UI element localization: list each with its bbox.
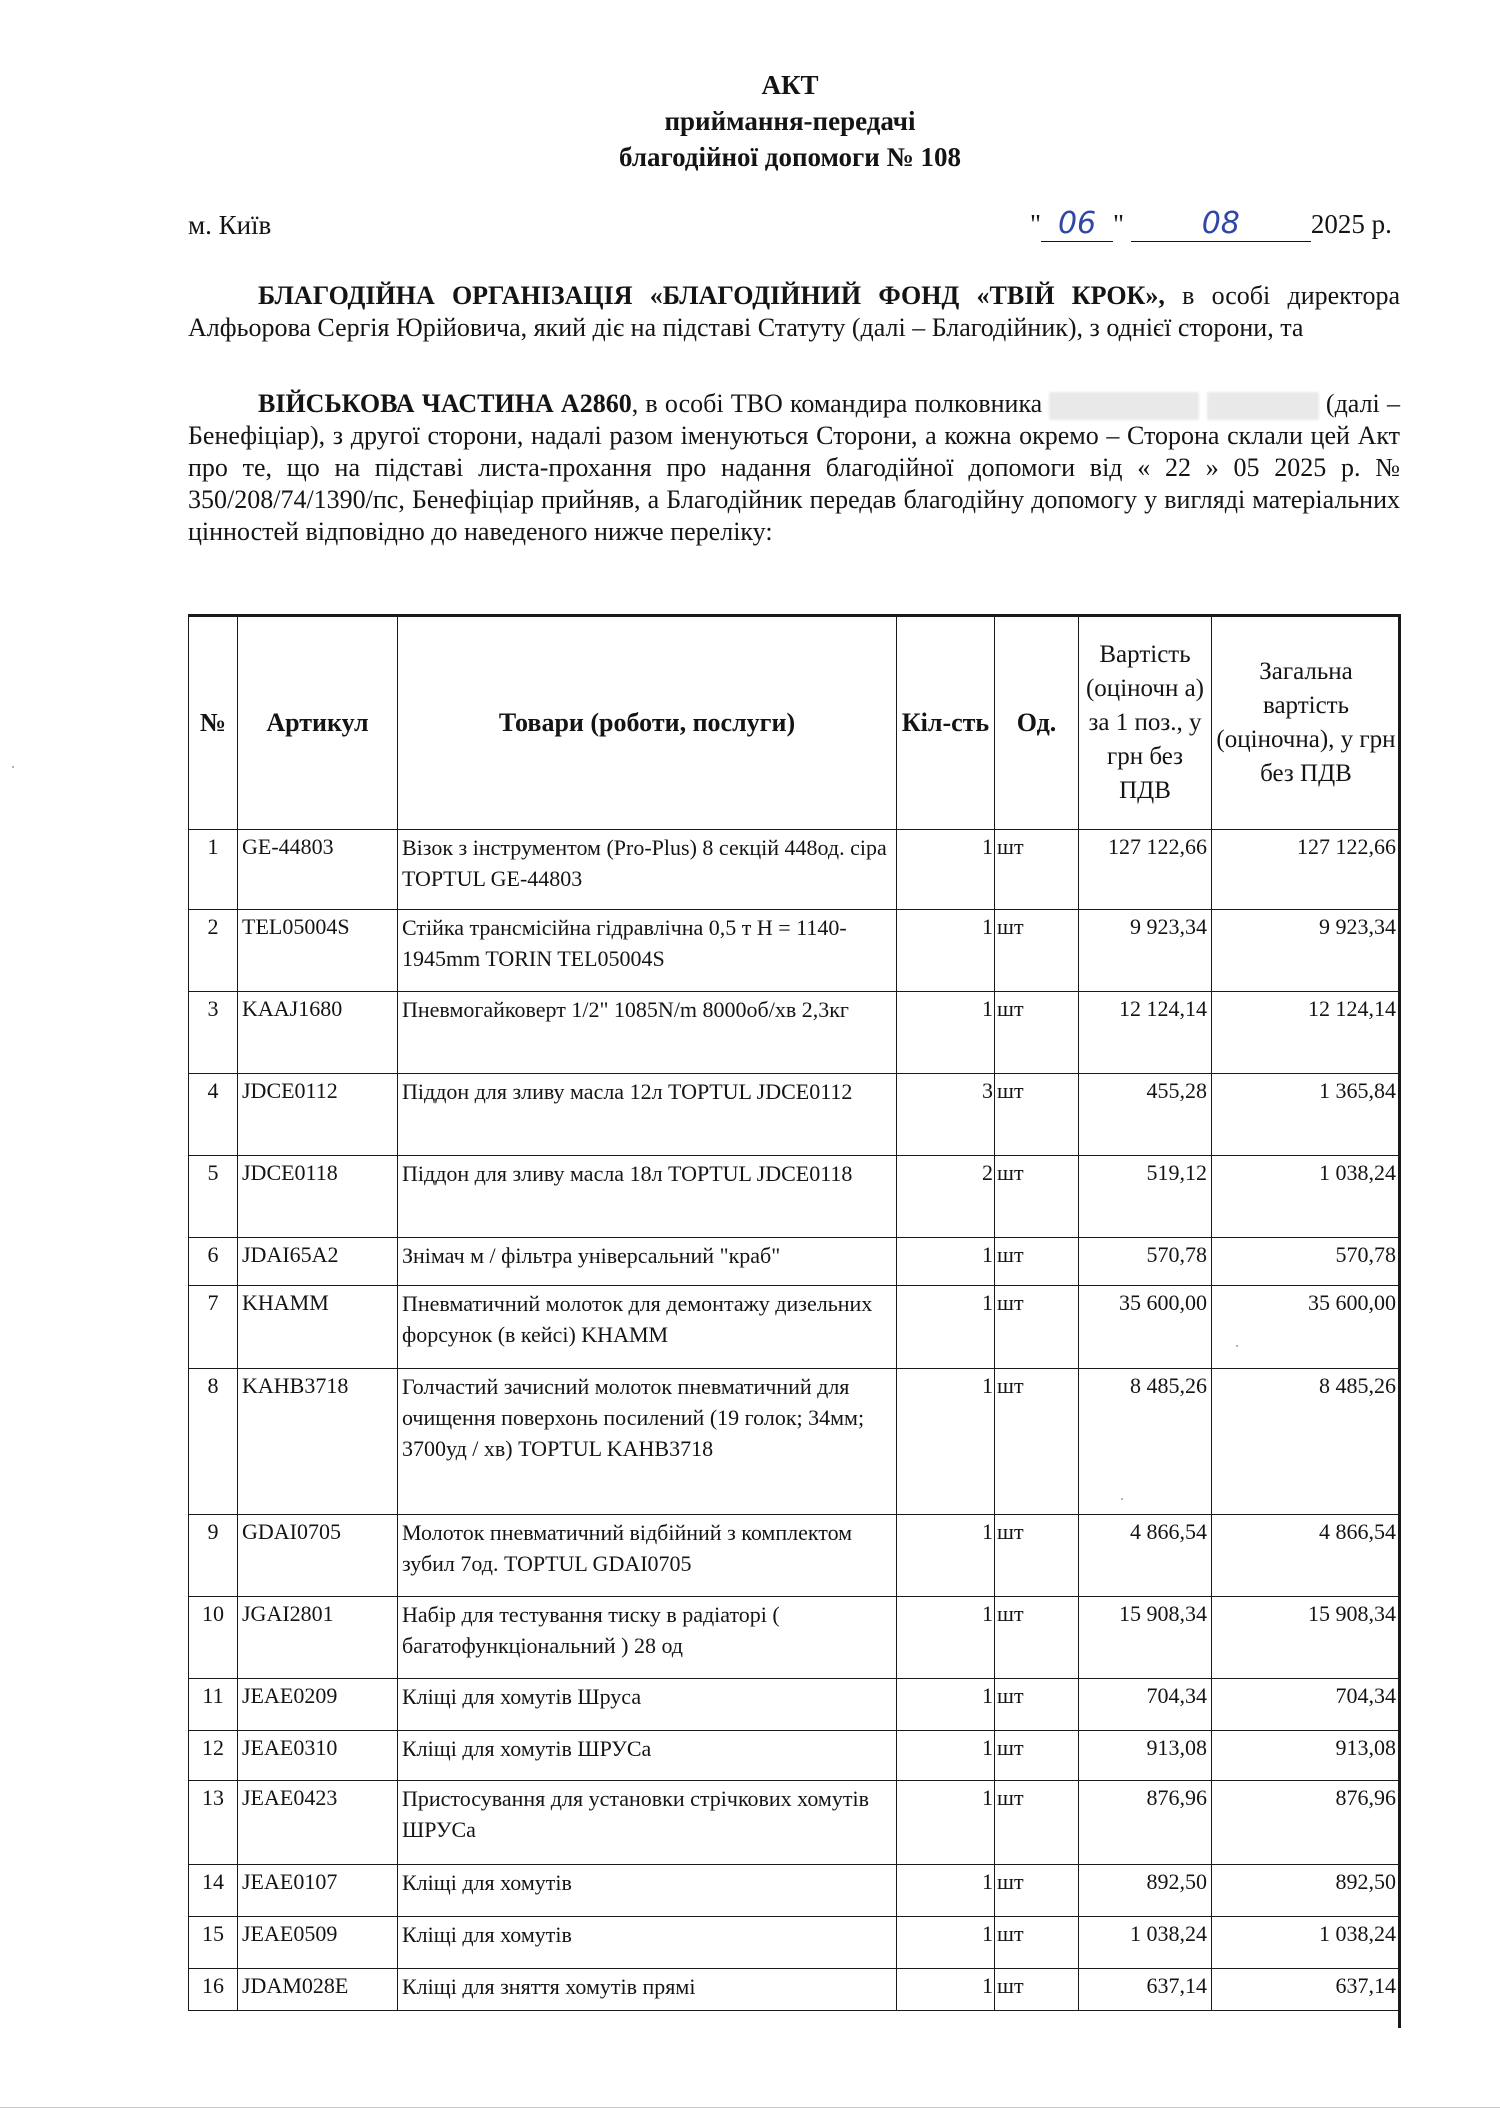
cell-no: 16 xyxy=(189,1969,238,2011)
cell-qty: 1 xyxy=(897,1679,995,1731)
doc-title: АКТ xyxy=(761,70,819,100)
cell-name: Стійка трансмісійна гідравлічна 0,5 т H = 1140-1945mm TORIN TEL05004S xyxy=(398,910,897,992)
cell-price: 876,96 xyxy=(1079,1781,1212,1865)
cell-article: KAHB3718 xyxy=(238,1369,398,1515)
cell-article: JDAM028E xyxy=(238,1969,398,2011)
table-row xyxy=(189,910,1401,992)
table-row xyxy=(189,1074,1401,1156)
cell-name: Голчастий зачисний молоток пневматичний для очищення поверхонь посилений (19 голок; 34мм; 3700уд / хв) TOPTUL KAHB3718 xyxy=(398,1369,897,1515)
cell-unit: шт xyxy=(995,1156,1079,1238)
cell-total: 4 866,54 xyxy=(1212,1515,1401,1597)
date-line xyxy=(1030,206,1392,242)
cell-article: JEAE0310 xyxy=(238,1731,398,1781)
cell-name: Кліщі для хомутів Шруса xyxy=(398,1679,897,1731)
cell-price: 455,28 xyxy=(1079,1074,1212,1156)
cell-no: 7 xyxy=(189,1286,238,1369)
cell-price: 704,34 xyxy=(1079,1679,1212,1731)
cell-no: 10 xyxy=(189,1597,238,1679)
table-row xyxy=(189,1969,1401,2011)
table-row xyxy=(189,1865,1401,1917)
col-header-qty: Кіл-сть xyxy=(897,616,995,830)
date-close-quote: " xyxy=(1113,209,1125,239)
cell-unit: шт xyxy=(995,1074,1079,1156)
table-row xyxy=(189,1679,1401,1731)
table-row xyxy=(189,1917,1401,1969)
paragraph-beneficiary xyxy=(188,388,1400,548)
cell-price: 1 038,24 xyxy=(1079,1917,1212,1969)
col-header-total: Загальна вартість (оціночна), у грн без ПДВ xyxy=(1212,616,1401,830)
cell-name: Пневмогайковерт 1/2" 1085N/m 8000об/хв 2,3кг xyxy=(398,992,897,1074)
cell-name: Піддон для зливу масла 18л TOPTUL JDCE0118 xyxy=(398,1156,897,1238)
cell-price: 913,08 xyxy=(1079,1731,1212,1781)
col-header-no: № xyxy=(189,616,238,830)
col-header-article: Артикул xyxy=(238,616,398,830)
org-name: БЛАГОДІЙНА ОРГАНІЗАЦІЯ «БЛАГОДІЙНИЙ ФОНД «ТВІЙ КРОК», xyxy=(258,281,1165,310)
cell-total: 637,14 xyxy=(1212,1969,1401,2011)
table-row xyxy=(189,830,1401,910)
cell-price: 12 124,14 xyxy=(1079,992,1212,1074)
cell-no: 8 xyxy=(189,1369,238,1515)
date-year: 2025 р. xyxy=(1310,209,1392,239)
table-row xyxy=(189,1238,1401,1286)
date-month: 08 xyxy=(1201,206,1240,241)
cell-price: 35 600,00 xyxy=(1079,1286,1212,1369)
cell-no: 3 xyxy=(189,992,238,1074)
cell-article: JDCE0118 xyxy=(238,1156,398,1238)
cell-no: 1 xyxy=(189,830,238,910)
cell-article: GDAI0705 xyxy=(238,1515,398,1597)
cell-total: 1 038,24 xyxy=(1212,1917,1401,1969)
cell-qty: 1 xyxy=(897,910,995,992)
cell-qty: 1 xyxy=(897,1969,995,2011)
table-row xyxy=(189,1369,1401,1515)
cell-qty: 1 xyxy=(897,1917,995,1969)
cell-price: 519,12 xyxy=(1079,1156,1212,1238)
paragraph-beneficiary-text-2: (далі – Бенефіціар), з другої сторони, надалі разом іменуються Сторони, а кожна окремо – Сторона склали цей Акт про те, що на підставі листа-прохання про надання благодійної допомоги від « 22 » 05 2025 р. № 350/208/74/1390/пс, Бенефіціар прийняв, а Благодійник передав благодійну допомогу у вигляді матеріальних цінностей відповідно до наведеного нижче переліку: xyxy=(188,389,1400,547)
cell-unit: шт xyxy=(995,1917,1079,1969)
cell-article: JEAE0107 xyxy=(238,1865,398,1917)
cell-qty: 1 xyxy=(897,1731,995,1781)
cell-qty: 1 xyxy=(897,1286,995,1369)
cell-article: GE-44803 xyxy=(238,830,398,910)
cell-name: Набір для тестування тиску в радіаторі ( багатофункціональний ) 28 од xyxy=(398,1597,897,1679)
date-day: 06 xyxy=(1057,206,1097,241)
cell-no: 9 xyxy=(189,1515,238,1597)
table-row xyxy=(189,1731,1401,1781)
cell-name: Пневматичний молоток для демонтажу дизельних форсунок (в кейсі) KHAMM xyxy=(398,1286,897,1369)
unit-name: ВІЙСЬКОВА ЧАСТИНА А2860 xyxy=(258,389,632,418)
cell-price: 570,78 xyxy=(1079,1238,1212,1286)
cell-unit: шт xyxy=(995,1731,1079,1781)
table-row xyxy=(189,1597,1401,1679)
cell-qty: 1 xyxy=(897,830,995,910)
cell-total: 1 038,24 xyxy=(1212,1156,1401,1238)
cell-no: 14 xyxy=(189,1865,238,1917)
table-row xyxy=(189,1515,1401,1597)
cell-price: 892,50 xyxy=(1079,1865,1212,1917)
scan-speck xyxy=(1236,1345,1238,1347)
cell-qty: 1 xyxy=(897,1369,995,1515)
cell-qty: 3 xyxy=(897,1074,995,1156)
table-row xyxy=(189,992,1401,1074)
cell-no: 6 xyxy=(189,1238,238,1286)
cell-total: 704,34 xyxy=(1212,1679,1401,1731)
cell-unit: шт xyxy=(995,1515,1079,1597)
cell-total: 9 923,34 xyxy=(1212,910,1401,992)
cell-unit: шт xyxy=(995,910,1079,992)
cell-article: JDAI65A2 xyxy=(238,1238,398,1286)
table-right-frame xyxy=(1398,614,1401,2028)
cell-price: 127 122,66 xyxy=(1079,830,1212,910)
cell-name: Знімач м / фільтра універсальний "краб" xyxy=(398,1238,897,1286)
cell-article: JGAI2801 xyxy=(238,1597,398,1679)
cell-name: Кліщі для хомутів ШРУСа xyxy=(398,1731,897,1781)
city-label: м. Київ xyxy=(188,210,272,240)
cell-total: 1 365,84 xyxy=(1212,1074,1401,1156)
table-row xyxy=(189,1286,1401,1369)
cell-unit: шт xyxy=(995,1238,1079,1286)
cell-no: 12 xyxy=(189,1731,238,1781)
cell-article: JEAE0423 xyxy=(238,1781,398,1865)
cell-article: JEAE0509 xyxy=(238,1917,398,1969)
cell-total: 15 908,34 xyxy=(1212,1597,1401,1679)
cell-name: Молоток пневматичний відбійний з комплектом зубил 7од. TOPTUL GDAI0705 xyxy=(398,1515,897,1597)
cell-total: 8 485,26 xyxy=(1212,1369,1401,1515)
date-day-underline xyxy=(1041,206,1113,242)
cell-unit: шт xyxy=(995,1865,1079,1917)
cell-name: Піддон для зливу масла 12л TOPTUL JDCE0112 xyxy=(398,1074,897,1156)
cell-unit: шт xyxy=(995,1969,1079,2011)
cell-total: 35 600,00 xyxy=(1212,1286,1401,1369)
scan-speck xyxy=(12,766,14,768)
cell-price: 15 908,34 xyxy=(1079,1597,1212,1679)
cell-price: 9 923,34 xyxy=(1079,910,1212,992)
cell-unit: шт xyxy=(995,1597,1079,1679)
cell-total: 892,50 xyxy=(1212,1865,1401,1917)
cell-no: 5 xyxy=(189,1156,238,1238)
table-row xyxy=(189,1156,1401,1238)
col-header-price: Вартість (оціночн а) за 1 поз., у грн без ПДВ xyxy=(1079,616,1212,830)
cell-article: KHAMM xyxy=(238,1286,398,1369)
cell-qty: 1 xyxy=(897,1238,995,1286)
doc-number: благодійної допомоги № 108 xyxy=(619,142,961,172)
paragraph-benefactor-text: в особі директора Алфьорова Сергія Юрійовича, який діє на підставі Статуту (далі – Благодійник), з однієї сторони, та xyxy=(188,281,1400,342)
cell-article: JEAE0209 xyxy=(238,1679,398,1731)
cell-no: 15 xyxy=(189,1917,238,1969)
cell-no: 11 xyxy=(189,1679,238,1731)
cell-no: 4 xyxy=(189,1074,238,1156)
table-header-row xyxy=(189,616,1401,830)
redacted-name-block-2 xyxy=(1207,392,1319,420)
cell-unit: шт xyxy=(995,1286,1079,1369)
cell-qty: 1 xyxy=(897,992,995,1074)
cell-price: 8 485,26 xyxy=(1079,1369,1212,1515)
doc-subtitle: приймання-передачі xyxy=(664,106,916,136)
col-header-goods: Товари (роботи, послуги) xyxy=(398,616,897,830)
cell-name: Пристосування для установки стрічкових хомутів ШРУСа xyxy=(398,1781,897,1865)
cell-article: JDCE0112 xyxy=(238,1074,398,1156)
cell-name: Кліщі для зняття хомутів прямі xyxy=(398,1969,897,2011)
cell-total: 876,96 xyxy=(1212,1781,1401,1865)
date-month-underline xyxy=(1131,206,1311,242)
cell-qty: 2 xyxy=(897,1156,995,1238)
cell-unit: шт xyxy=(995,1781,1079,1865)
cell-total: 127 122,66 xyxy=(1212,830,1401,910)
items-table xyxy=(188,614,1401,2011)
redacted-name-block xyxy=(1049,392,1199,420)
cell-no: 2 xyxy=(189,910,238,992)
paragraph-benefactor xyxy=(188,280,1400,344)
date-open-quote: " xyxy=(1030,209,1042,239)
cell-qty: 1 xyxy=(897,1865,995,1917)
cell-qty: 1 xyxy=(897,1515,995,1597)
cell-no: 13 xyxy=(189,1781,238,1865)
cell-article: TEL05004S xyxy=(238,910,398,992)
cell-qty: 1 xyxy=(897,1597,995,1679)
cell-total: 12 124,14 xyxy=(1212,992,1401,1074)
cell-unit: шт xyxy=(995,830,1079,910)
col-header-unit: Од. xyxy=(995,616,1079,830)
scan-edge-line xyxy=(0,2107,1500,2108)
scan-speck xyxy=(1121,1498,1123,1500)
cell-price: 4 866,54 xyxy=(1079,1515,1212,1597)
cell-unit: шт xyxy=(995,1369,1079,1515)
paragraph-beneficiary-text-1: , в особі ТВО командира полковника xyxy=(631,389,1050,418)
cell-name: Кліщі для хомутів xyxy=(398,1917,897,1969)
table-row xyxy=(189,1781,1401,1865)
cell-price: 637,14 xyxy=(1079,1969,1212,2011)
cell-total: 570,78 xyxy=(1212,1238,1401,1286)
cell-article: KAAJ1680 xyxy=(238,992,398,1074)
cell-total: 913,08 xyxy=(1212,1731,1401,1781)
cell-name: Візок з інструментом (Pro-Plus) 8 секцій 448од. сіра TOPTUL GE-44803 xyxy=(398,830,897,910)
cell-name: Кліщі для хомутів xyxy=(398,1865,897,1917)
cell-unit: шт xyxy=(995,1679,1079,1731)
cell-unit: шт xyxy=(995,992,1079,1074)
cell-qty: 1 xyxy=(897,1781,995,1865)
